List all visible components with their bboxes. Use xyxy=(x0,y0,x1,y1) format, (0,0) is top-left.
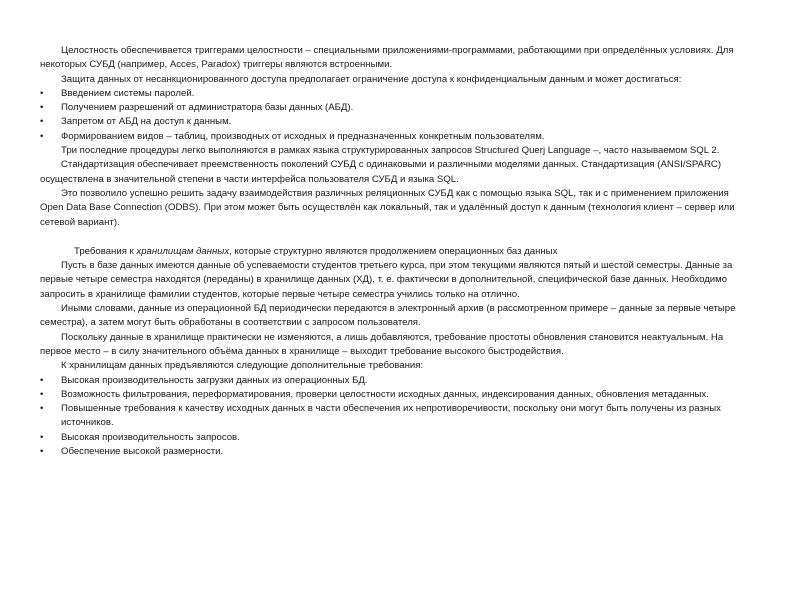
paragraph-access-protection: Защита данных от несанкционированного доступа предполагает ограничение доступа к конфиденциальным данным и может достигаться: xyxy=(61,73,682,85)
list-item: • Повышенные требования к качеству исходных данных в части обеспечения их непротиворечивости, поскольку они могут быть получены из разных источников. xyxy=(40,402,754,431)
list-item: • Получением разрешений от администратора базы данных (АБД). xyxy=(40,101,754,115)
section-heading xyxy=(40,245,754,259)
list-item: • Запретом от АБД на доступ к данным. xyxy=(40,115,754,129)
paragraph-example: Пусть в базе данных имеются данные об успеваемости студентов третьего курса, при этом текущими являются пятый и шестой семестры. Данные за первые четыре семестра находятся (переданы) в хранилище данных (ХД), т. е. фактически в дополнительной, специфической базе данных. Необходимо запросить в хранилище фамилии студентов, которые первые четыре семестра учились только на отлично. xyxy=(40,260,733,300)
list-item: • Формированием видов – таблиц, производных от исходных и предназначенных конкретным пользователям. xyxy=(40,130,754,144)
list-item: • Обеспечение высокой размерности. xyxy=(40,445,754,459)
section-integrity-security xyxy=(40,44,754,230)
list-item: • Высокая производительность запросов. xyxy=(40,431,754,445)
paragraph-performance: Поскольку данные в хранилище практически не изменяются, а лишь добавляются, требование простоты обновления становится неактуальным. На первое место – в силу значительного объёма данных в хранилище – выходит требование высокого быстродействия. xyxy=(40,331,724,357)
heading-suffix: , которые структурно являются продолжением операционных баз данных xyxy=(229,245,558,257)
paragraph-standardization: Стандартизация обеспечивает преемственность поколений СУБД с одинаковыми и различными моделями данных. Стандартизация (ANSI/SPARC) осуществлена в значительной степени в части интерфейса пользователя СУБД и языка SQL. xyxy=(40,159,722,185)
paragraph-archive: Иными словами, данные из операционной БД периодически передаются в электронный архив (в рассмотренном примере – данные за первые четыре семестра), а затем могут быть обработаны в соответствии с запросом пользователя. xyxy=(40,303,736,329)
paragraph-requirements-intro: К хранилищам данных предъявляются следующие дополнительные требования: xyxy=(61,360,424,372)
paragraph-odbc: Это позволило успешно решить задачу взаимодействия различных реляционных СУБД как с помощью языка SQL, так и с применением приложения Open Data Base Connection (ODBS). При этом может быть осуществлён как локальный, так и удалённый доступ к данным (технология клиент – сервер или сетевой вариант). xyxy=(40,187,735,228)
paragraph-integrity: Целостность обеспечивается триггерами целостности – специальными приложениями-программами, работающими при определённых условиях. Для некоторых СУБД (например, Acces, Paradox) триггеры являются встроенными. xyxy=(40,45,734,71)
heading-prefix: Требования к xyxy=(74,245,137,257)
list-item: • Введением системы паролей. xyxy=(40,87,754,101)
list-item: • Возможность фильтрования, переформатирования, проверки целостности исходных данных, индексирования данных, обновления метаданных. xyxy=(40,388,754,402)
section-warehouse-requirements xyxy=(40,245,754,459)
paragraph-sql: Три последние процедуры легко выполняются в рамках языка структурированных запросов Structured Querj Language –, часто называемом SQL 2. xyxy=(61,145,720,157)
heading-italic-term: хранилищам данных xyxy=(136,245,230,257)
list-item: • Высокая производительность загрузки данных из операционных БД. xyxy=(40,374,754,388)
